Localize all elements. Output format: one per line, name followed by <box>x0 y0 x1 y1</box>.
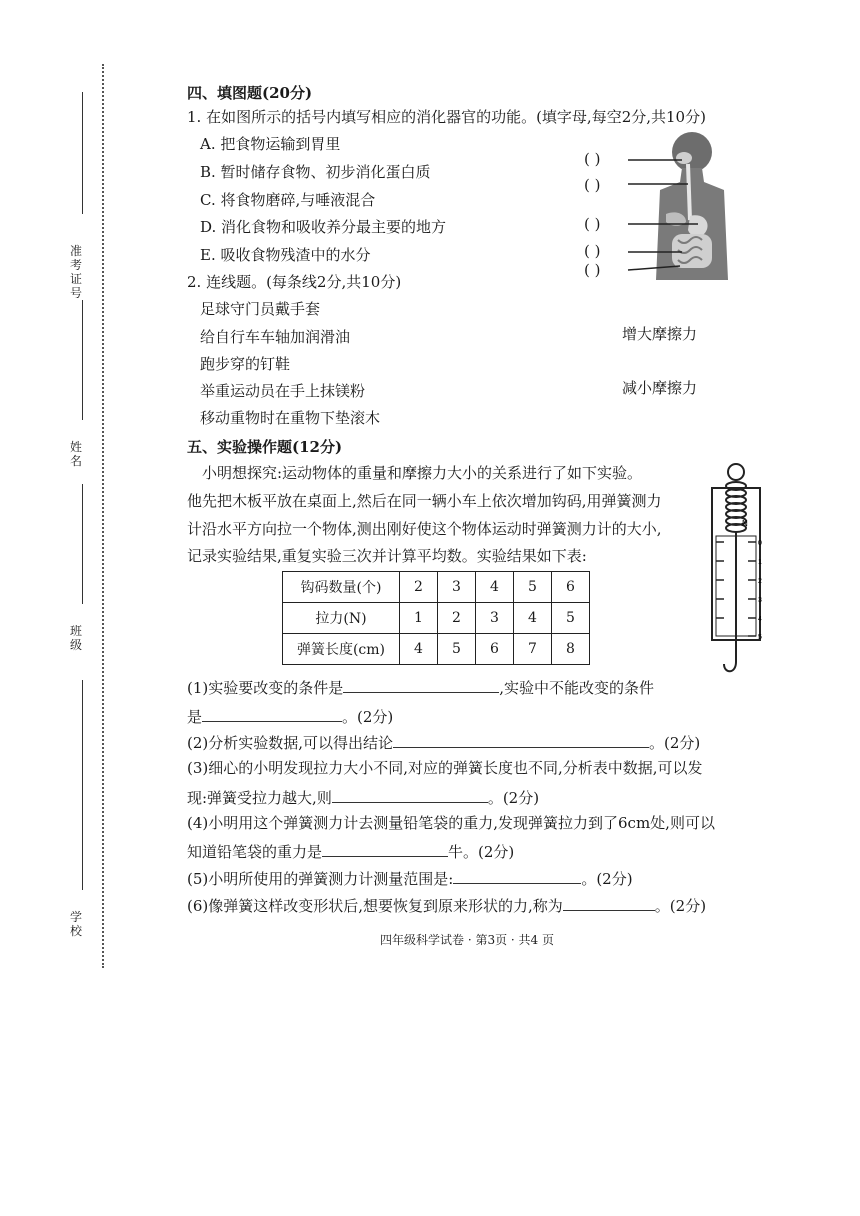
answer-blank-7[interactable] <box>563 894 655 911</box>
q3-text-c: 。(2分) <box>487 789 540 807</box>
answer-blank-2[interactable] <box>202 705 342 722</box>
section4-title: 四、填图题(20分) <box>187 84 313 102</box>
q1-line-1 <box>187 676 654 698</box>
name-label: 姓名 <box>69 440 82 468</box>
table-row <box>283 603 590 634</box>
exam-id-label: 准考证号 <box>69 244 82 300</box>
q6-text-a: (6)像弹簧这样改变形状后,想要恢复到原来形状的力,称为 <box>187 897 563 915</box>
table-cell: 4 <box>476 572 514 603</box>
q4-line-1: (4)小明用这个弹簧测力计去测量铅笔袋的重力,发现弹簧拉力到了6cm处,则可以 <box>187 814 715 832</box>
scale-tick-4: 4 <box>758 616 762 623</box>
name-line <box>82 300 83 420</box>
results-table <box>282 571 590 665</box>
q4-text-b: 知道铅笔袋的重力是 <box>187 843 323 861</box>
answer-blank-6[interactable] <box>453 867 581 884</box>
q2-stem: 2. 连线题。(每条线2分,共10分) <box>187 273 402 291</box>
table-cell: 3 <box>476 603 514 634</box>
answer-blank-1[interactable] <box>343 676 499 693</box>
q5-text-b: 。(2分) <box>581 870 633 888</box>
match-left-5[interactable]: 移动重物时在重物下垫滚木 <box>200 409 381 427</box>
digestive-blank-5[interactable]: ( ) <box>584 261 601 279</box>
table-cell: 6 <box>552 572 590 603</box>
section5-title: 五、实验操作题(12分) <box>187 438 343 456</box>
scale-tick-1: 1 <box>758 559 762 566</box>
table-cell: 1 <box>400 603 438 634</box>
q1-text-a: (1)实验要改变的条件是 <box>187 679 344 697</box>
intro-line-1: 小明想探究:运动物体的重量和摩擦力大小的关系进行了如下实验。 <box>202 464 643 482</box>
row-header: 拉力(N) <box>283 603 400 634</box>
q1-option-e: E. 吸收食物残渣中的水分 <box>200 246 371 264</box>
class-label: 班级 <box>69 624 82 652</box>
binding-dotted-line <box>102 64 104 968</box>
scale-tick-0: 0 <box>758 540 762 547</box>
q1-line-2 <box>187 705 393 727</box>
q1-text-d: 。(2分) <box>342 708 394 726</box>
q1-text-b: ,实验中不能改变的条件 <box>499 679 655 697</box>
intro-line-3: 计沿水平方向拉一个物体,测出刚好使这个物体运动时弹簧测力计的大小, <box>187 520 662 538</box>
spring-scale-figure <box>706 462 766 680</box>
school-label: 学校 <box>69 910 82 938</box>
q1-text-c: 是 <box>187 708 203 726</box>
q6-text-b: 。(2分) <box>654 897 707 915</box>
row-header: 弹簧长度(cm) <box>283 634 400 665</box>
q4-line-2 <box>187 840 514 862</box>
q3-line-2 <box>187 786 539 808</box>
q1-option-c: C. 将食物磨碎,与唾液混合 <box>200 191 376 209</box>
table-cell: 6 <box>476 634 514 665</box>
q4-text-c: 牛。(2分) <box>448 843 515 861</box>
q1-stem: 1. 在如图所示的括号内填写相应的消化器官的功能。(填字母,每空2分,共10分) <box>187 108 706 126</box>
q3-text-b: 现:弹簧受拉力越大,则 <box>187 789 332 807</box>
scale-tick-3: 3 <box>758 597 762 604</box>
page-footer: 四年级科学试卷 · 第3页 · 共4 页 <box>380 933 554 947</box>
answer-blank-5[interactable] <box>322 840 448 857</box>
q1-option-b: B. 暂时储存食物、初步消化蛋白质 <box>200 163 431 181</box>
q5-text-a: (5)小明所使用的弹簧测力计测量范围是: <box>187 870 454 888</box>
q5-line <box>187 867 633 889</box>
digestive-blank-2[interactable]: ( ) <box>584 176 601 194</box>
table-row <box>283 634 590 665</box>
exam-id-line <box>82 92 83 214</box>
table-cell: 4 <box>514 603 552 634</box>
match-left-3[interactable]: 跑步穿的钉鞋 <box>200 355 291 373</box>
table-cell: 3 <box>438 572 476 603</box>
match-right-decrease[interactable]: 减小摩擦力 <box>622 379 698 397</box>
q2-text-a: (2)分析实验数据,可以得出结论 <box>187 734 394 752</box>
table-cell: 8 <box>552 634 590 665</box>
table-cell: 5 <box>514 572 552 603</box>
scale-unit: N <box>742 519 748 528</box>
q2-text-b: 。(2分) <box>649 734 701 752</box>
digestive-blank-1[interactable]: ( ) <box>584 150 601 168</box>
intro-line-2: 他先把木板平放在桌面上,然后在同一辆小车上依次增加钩码,用弹簧测力 <box>187 492 662 510</box>
table-cell: 7 <box>514 634 552 665</box>
q3-line-1: (3)细心的小明发现拉力大小不同,对应的弹簧长度也不同,分析表中数据,可以发 <box>187 759 703 777</box>
school-line <box>82 680 83 890</box>
scale-tick-5: 5 <box>758 634 762 641</box>
intro-line-4: 记录实验结果,重复实验三次并计算平均数。实验结果如下表: <box>187 547 587 565</box>
table-cell: 5 <box>552 603 590 634</box>
q2-line <box>187 731 700 753</box>
row-header: 钩码数量(个) <box>283 572 400 603</box>
table-cell: 2 <box>438 603 476 634</box>
digestive-blank-4[interactable]: ( ) <box>584 242 601 260</box>
q6-line <box>187 894 706 916</box>
table-cell: 2 <box>400 572 438 603</box>
q1-option-d: D. 消化食物和吸收养分最主要的地方 <box>200 218 447 236</box>
table-row <box>283 572 590 603</box>
q1-option-a: A. 把食物运输到胃里 <box>200 135 341 153</box>
match-left-2[interactable]: 给自行车车轴加润滑油 <box>200 328 351 346</box>
table-cell: 4 <box>400 634 438 665</box>
answer-blank-4[interactable] <box>332 786 488 803</box>
table-cell: 5 <box>438 634 476 665</box>
scale-tick-2: 2 <box>758 578 762 585</box>
answer-blank-3[interactable] <box>393 731 649 748</box>
match-right-increase[interactable]: 增大摩擦力 <box>622 325 698 343</box>
class-line <box>82 484 83 604</box>
digestive-blank-3[interactable]: ( ) <box>584 215 601 233</box>
match-left-4[interactable]: 举重运动员在手上抹镁粉 <box>200 382 366 400</box>
digestive-system-figure <box>620 130 730 280</box>
match-left-1[interactable]: 足球守门员戴手套 <box>200 300 321 318</box>
